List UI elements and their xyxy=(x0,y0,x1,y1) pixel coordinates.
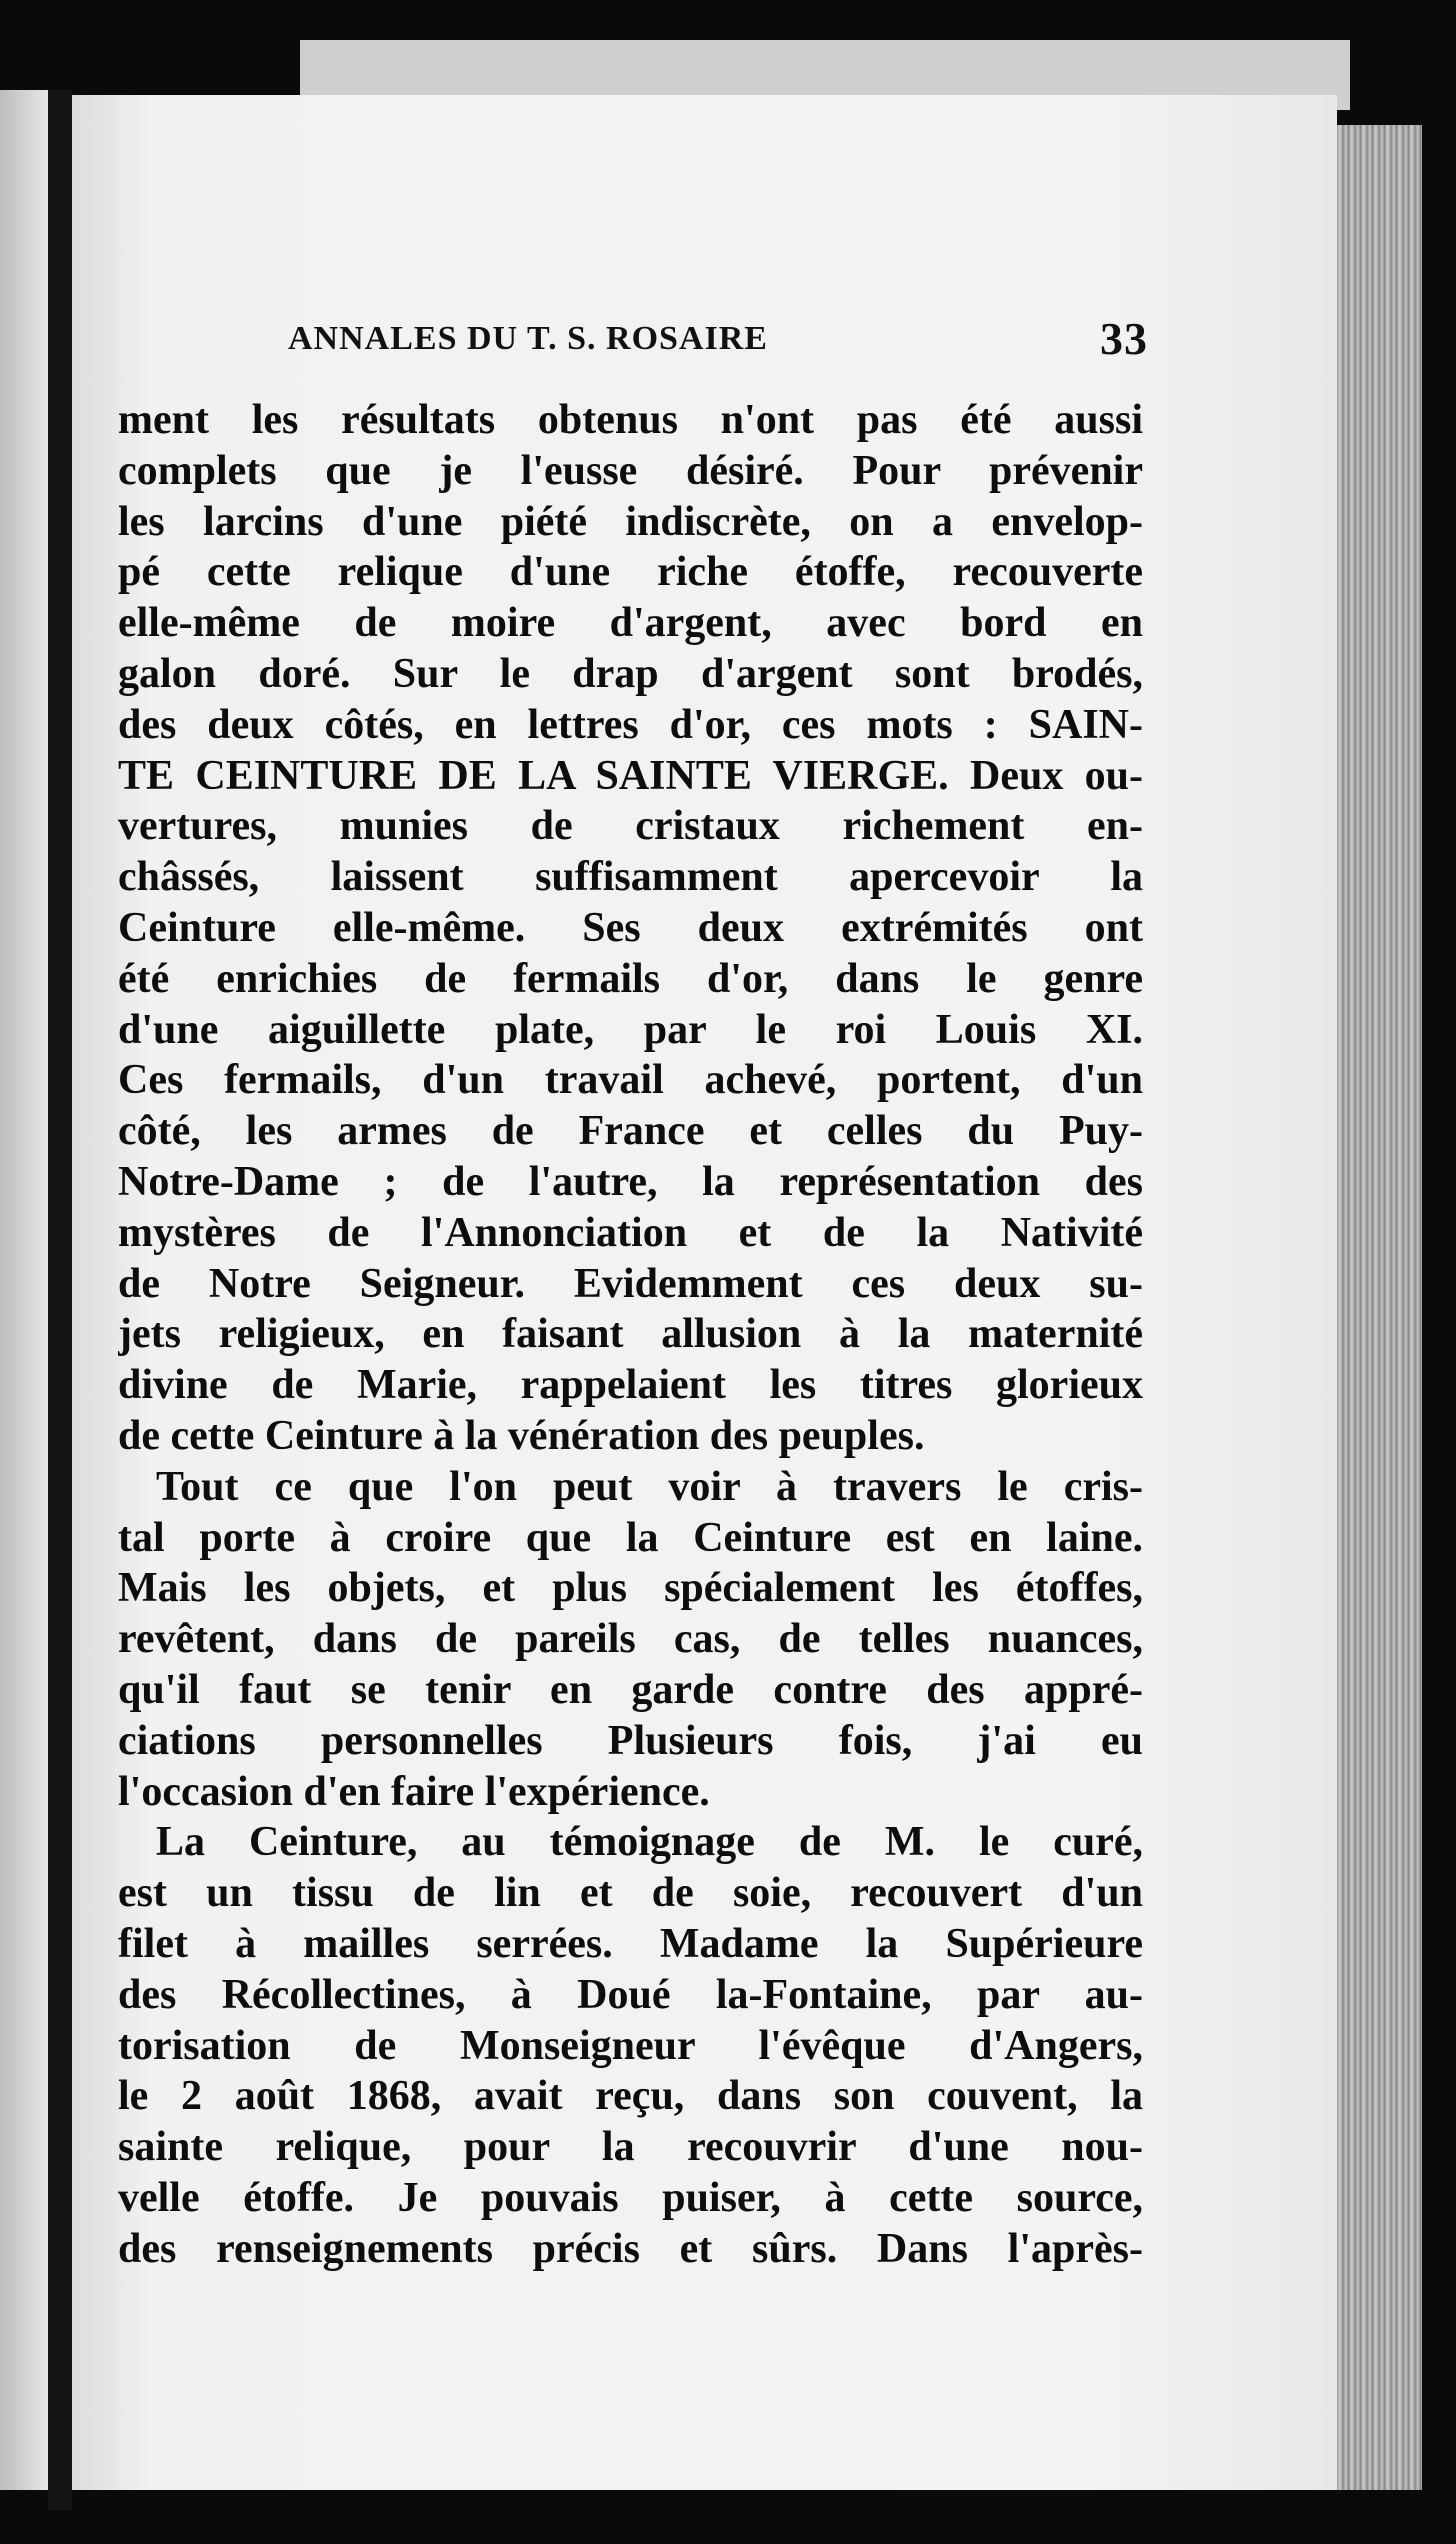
text-line: divine de Marie, rappelaient les titres glorieux xyxy=(118,1362,1143,1409)
text-line: le 2 août 1868, avait reçu, dans son couvent, la xyxy=(118,2073,1143,2120)
text-line: Ceinture elle-même. Ses deux extrémités ont xyxy=(118,904,1143,951)
text-line: torisation de Monseigneur l'évêque d'Angers, xyxy=(118,2022,1143,2069)
text-line: l'occasion d'en faire l'expérience. xyxy=(118,1768,710,1815)
running-head: ANNALES DU T. S. ROSAIRE xyxy=(288,320,768,357)
text-line: est un tissu de lin et de soie, recouvert d'un xyxy=(118,1870,1143,1917)
page-number: 33 xyxy=(1100,313,1148,364)
text-line: galon doré. Sur le drap d'argent sont brodés, xyxy=(118,650,1143,697)
text-line: Ces fermails, d'un travail achevé, portent, d'un xyxy=(118,1057,1143,1104)
text-line: des deux côtés, en lettres d'or, ces mots : SAIN- xyxy=(118,701,1143,748)
text-line: pé cette relique d'une riche étoffe, recouverte xyxy=(118,549,1143,596)
text-line: ciations personnelles Plusieurs fois, j'ai eu xyxy=(118,1717,1143,1764)
text-line: La Ceinture, au témoignage de M. le curé, xyxy=(156,1819,1143,1866)
book-gutter xyxy=(48,90,72,2510)
text-line: Notre-Dame ; de l'autre, la représentation des xyxy=(118,1158,1143,1205)
text-line: été enrichies de fermails d'or, dans le genre xyxy=(118,955,1143,1002)
text-line: des Récollectines, à Doué la-Fontaine, par au- xyxy=(118,1971,1143,2018)
text-line: elle-même de moire d'argent, avec bord en xyxy=(118,600,1143,647)
text-line: jets religieux, en faisant allusion à la maternité xyxy=(118,1311,1143,1358)
text-line: d'une aiguillette plate, par le roi Louis XI. xyxy=(118,1006,1143,1053)
text-line: mystères de l'Annonciation et de la Nativité xyxy=(118,1209,1143,1256)
text-line: châssés, laissent suffisamment apercevoir la xyxy=(118,854,1143,901)
text-line: TE CEINTURE DE LA SAINTE VIERGE. Deux ou- xyxy=(118,752,1143,799)
text-line: tal porte à croire que la Ceinture est en laine. xyxy=(118,1514,1143,1561)
text-line: revêtent, dans de pareils cas, de telles nuances, xyxy=(118,1616,1143,1663)
facing-page-edge xyxy=(0,90,48,2490)
text-line: qu'il faut se tenir en garde contre des appré- xyxy=(118,1666,1143,1713)
text-line: côté, les armes de France et celles du Puy- xyxy=(118,1108,1143,1155)
text-line: les larcins d'une piété indiscrète, on a envelop- xyxy=(118,498,1143,545)
text-line: velle étoffe. Je pouvais puiser, à cette source, xyxy=(118,2174,1143,2221)
text-line: vertures, munies de cristaux richement en- xyxy=(118,803,1143,850)
text-line: Tout ce que l'on peut voir à travers le cris- xyxy=(156,1463,1143,1510)
text-line: Mais les objets, et plus spécialement les étoffes, xyxy=(118,1565,1143,1612)
body-text xyxy=(118,395,1143,2274)
text-line: ment les résultats obtenus n'ont pas été aussi xyxy=(118,397,1143,443)
text-line: sainte relique, pour la recouvrir d'une nou- xyxy=(118,2124,1143,2171)
text-line: de cette Ceinture à la vénération des peuples. xyxy=(118,1412,925,1459)
page-header xyxy=(288,312,1148,364)
text-line: de Notre Seigneur. Evidemment ces deux su- xyxy=(118,1260,1143,1307)
text-line: complets que je l'eusse désiré. Pour prévenir xyxy=(118,447,1143,494)
text-line: filet à mailles serrées. Madame la Supérieure xyxy=(118,1920,1143,1967)
page-edges-stack xyxy=(1337,125,1422,2490)
text-line: des renseignements précis et sûrs. Dans l'après- xyxy=(118,2225,1143,2272)
